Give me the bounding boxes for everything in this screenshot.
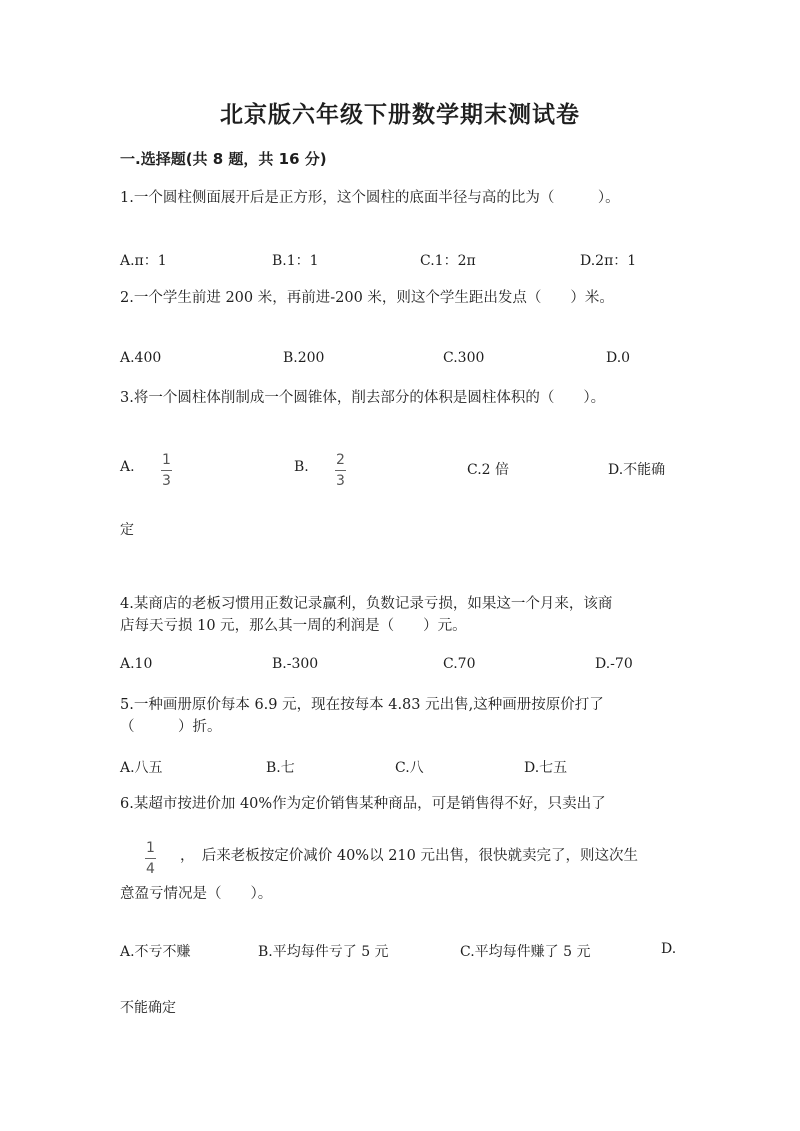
q6-option-d: D. [661,941,677,957]
q1-option-a: A.π：1 [120,253,167,269]
q3-option-d: D.不能确 [608,462,666,478]
question-6-line-1: 6.某超市按进价加 40%作为定价销售某种商品，可是销售得不好，只卖出了 [120,796,606,812]
fraction-bar [161,470,172,471]
q6-option-b: B.平均每件亏了 5 元 [258,944,389,960]
fraction-numerator: 1 [162,452,171,468]
q3-option-b-fraction [335,452,346,489]
q3-option-b-label: B. [294,459,309,475]
question-4-line-1: 4.某商店的老板习惯用正数记录赢利，负数记录亏损，如果这一个月来，该商 [120,596,613,612]
q4-option-d: D.-70 [595,656,633,672]
q2-option-c: C.300 [443,350,485,366]
fraction-bar [335,470,346,471]
q1-option-c: C.1：2π [420,253,476,269]
q5-option-c: C.八 [395,760,424,776]
q3-option-a-label: A. [120,459,135,475]
question-3: 3.将一个圆柱体削制成一个圆锥体，削去部分的体积是圆柱体积的（ ）。 [120,390,606,406]
fraction-bar [145,858,156,859]
fraction-numerator: 1 [146,840,155,856]
section-heading: 一.选择题(共 8 题，共 16 分) [120,150,327,168]
q6-option-d-continued: 不能确定 [120,1000,176,1016]
question-5-line-1: 5.一种画册原价每本 6.9 元，现在按每本 4.83 元出售,这种画册按原价打了 [120,697,604,713]
q1-option-b: B.1：1 [272,253,319,269]
question-4-line-2: 店每天亏损 10 元，那么其一周的利润是（ ）元。 [120,618,467,634]
q3-option-c: C.2 倍 [467,462,510,478]
question-2: 2.一个学生前进 200 米，再前进-200 米，则这个学生距出发点（ ）米。 [120,290,614,306]
q1-option-d: D.2π：1 [580,253,637,269]
question-1: 1.一个圆柱侧面展开后是正方形，这个圆柱的底面半径与高的比为（ ）。 [120,190,620,206]
fraction-denominator: 3 [336,473,345,489]
page-title: 北京版六年级下册数学期末测试卷 [220,102,580,128]
q2-option-d: D.0 [606,350,631,366]
q3-option-a-fraction [161,452,172,489]
q3-option-d-continued: 定 [120,522,134,538]
fraction-denominator: 4 [146,861,155,877]
q2-option-a: A.400 [120,350,162,366]
fraction-denominator: 3 [162,473,171,489]
q6-option-a: A.不亏不赚 [120,944,191,960]
q6-fraction [145,840,156,877]
q2-option-b: B.200 [283,350,325,366]
fraction-numerator: 2 [336,452,345,468]
question-6-line-3: 意盈亏情况是（ ）。 [120,886,273,902]
q6-option-c: C.平均每件赚了 5 元 [460,944,591,960]
q5-option-d: D.七五 [524,760,568,776]
q4-option-c: C.70 [443,656,476,672]
question-5-line-2: （ ）折。 [120,719,222,735]
q5-option-a: A.八五 [120,760,163,776]
question-6-line-2: ， 后来老板按定价减价 40%以 210 元出售，很快就卖完了，则这次生 [180,848,638,864]
q5-option-b: B.七 [266,760,295,776]
q4-option-a: A.10 [120,656,153,672]
q4-option-b: B.-300 [272,656,319,672]
